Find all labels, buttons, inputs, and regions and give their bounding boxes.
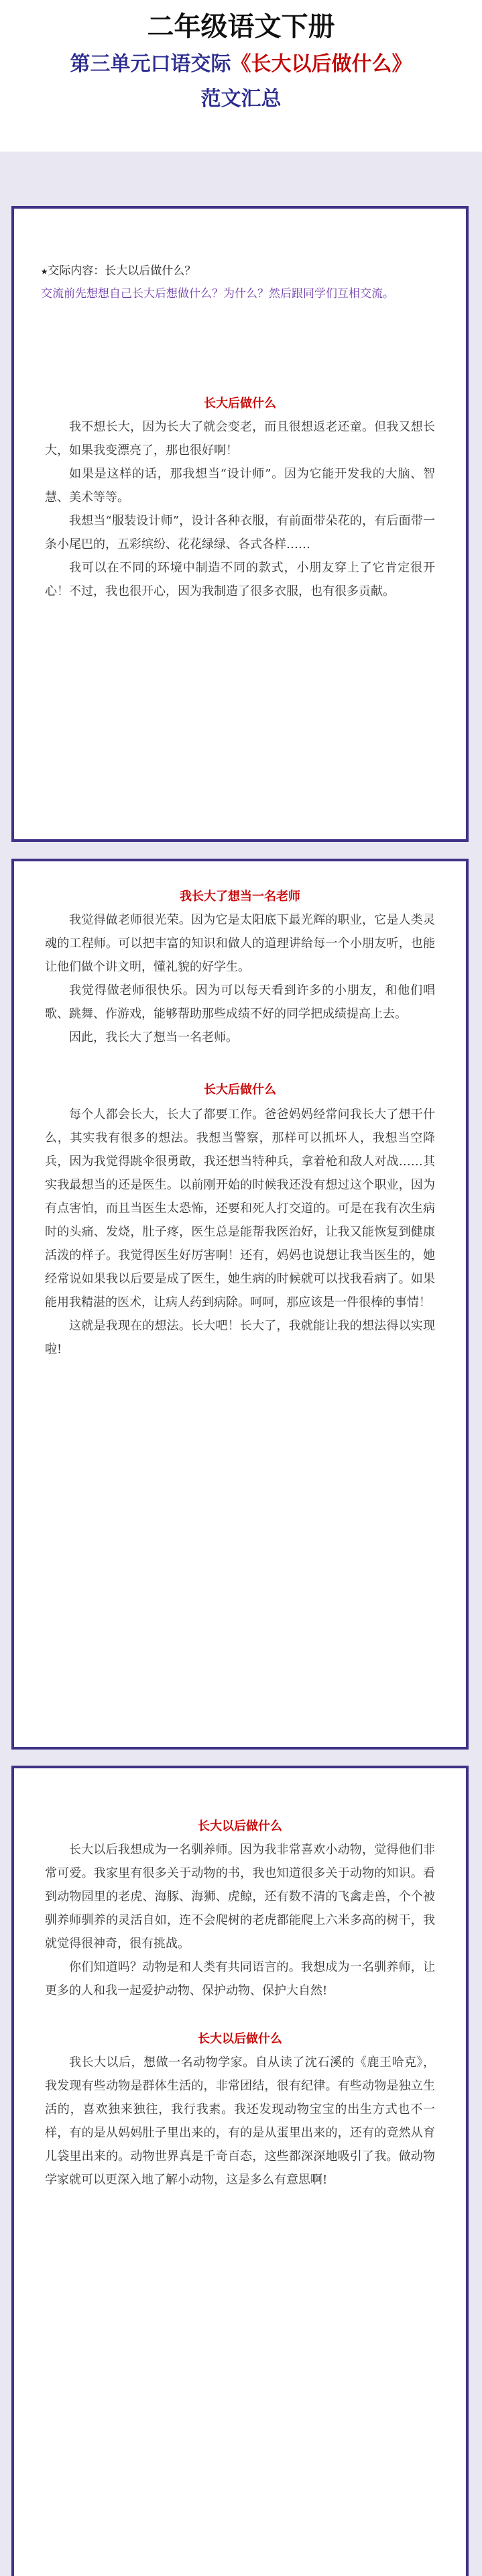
essay-paragraph: 长大以后我想成为一名驯养师。因为我非常喜欢小动物，觉得他们非常可爱。我家里有很多关于动物的书，我也知道很多关于动物的知识。看到动物园里的老虎、海豚、海狮、虎鲸，还有数不清的飞禽走兽，个个被驯养师驯养的灵活自如，连不会爬树的老虎都能爬上六米多高的树干，我就觉得很神奇，很有挑战。	[45, 1843, 435, 1951]
essay-section	[14, 1049, 466, 1361]
intro-topic: ★交际内容：长大以后做什么？	[41, 264, 196, 278]
essay-card-3	[11, 1766, 469, 2576]
essay-section	[14, 1768, 466, 2002]
intro-block	[14, 209, 466, 305]
essay-paragraph: 我觉得做老师很光荣。因为它是太阳底下最光辉的职业，它是人类灵魂的工程师。可以把丰富的知识和做人的道理讲给每一个小朋友听，也能让他们做个讲文明，懂礼貌的好学生。	[45, 913, 435, 974]
essay-card-1	[11, 206, 469, 842]
page-subtitle-line2: 范文汇总	[200, 87, 282, 111]
page-header	[0, 0, 482, 152]
essay-section	[14, 861, 466, 1049]
page-subtitle	[0, 47, 482, 82]
essay-title: 长大后做什么	[204, 396, 276, 411]
essay-paragraph: 你们知道吗？动物是和人类有共同语言的。我想成为一名驯养师，让更多的人和我一起爱护动物、保护动物、保护大自然!	[45, 1960, 435, 1998]
essay-title: 我长大了想当一名老师	[180, 890, 300, 904]
essay-paragraph: 我不想长大，因为长大了就会变老，而且很想返老还童。但我又想长大，如果我变漂亮了，那也很好啊！	[45, 420, 435, 458]
essay-paragraph: 我想当“服装设计师”，设计各种衣服，有前面带朵花的，有后面带一条小尾巴的，五彩缤纷、花花绿绿、各式各样……	[45, 514, 435, 551]
essay-title: 长大以后做什么	[198, 1819, 282, 1833]
essay-card-2	[11, 859, 469, 1750]
essay-section	[14, 305, 466, 603]
essay-paragraph: 因此，我长大了想当一名老师。	[69, 1030, 238, 1044]
essay-paragraph: 这就是我现在的想法。长大吧！长大了，我就能让我的想法得以实现啦!	[45, 1319, 435, 1356]
intro-instruction: 交流前先想想自己长大后想做什么？为什么？然后跟同学们互相交流。	[41, 287, 394, 301]
essay-section	[14, 2002, 466, 2192]
essay-title: 长大以后做什么	[198, 2032, 282, 2046]
essay-paragraph: 如果是这样的话，那我想当“设计师”。因为它能开发我的大脑、智慧、美术等等。	[45, 467, 435, 504]
essay-paragraph: 我觉得做老师很快乐。因为可以每天看到许多的小朋友，和他们唱歌、跳舞、作游戏，能够帮助那些成绩不好的同学把成绩提高上去。	[45, 983, 435, 1021]
essay-title: 长大后做什么	[204, 1083, 276, 1097]
essay-paragraph: 我可以在不同的环境中制造不同的款式，小朋友穿上了它肯定很开心！不过，我也很开心，因为我制造了很多衣服，也有很多贡献。	[45, 561, 435, 598]
essay-paragraph: 每个人都会长大，长大了都要工作。爸爸妈妈经常问我长大了想干什么，其实我有很多的想法。我想当警察，那样可以抓坏人，我想当空降兵，因为我觉得跳伞很勇敢，我还想当特种兵，拿着枪和敌人对战……其实我最想当的还是医生。以前刚开始的时候我还没有想过这个职业，因为有点害怕，而且当医生太恐怖，还要和死人打交道的。可是在我有次生病时的头痛、发烧，肚子疼，医生总是能帮我医治好，让我又能恢复到健康活泼的样子。我觉得医生好厉害啊！还有，妈妈也说想让我当医生的，她经常说如果我以后要是成了医生，她生病的时候就可以找我看病了。如果能用我精湛的医术，让病人药到病除。呵呵，那应该是一件很棒的事情！	[45, 1108, 435, 1309]
subtitle-highlight: 《长大以后做什么》	[231, 52, 412, 76]
essay-paragraph: 我长大以后，想做一名动物学家。自从读了沈石溪的《鹿王哈克》，我发现有些动物是群体生活的，非常团结，很有纪律。有些动物是独立生活的，喜欢独来独往，我行我素。我还发现动物宝宝的出生方式也不一样，有的是从妈妈肚子里出来的，有的是从蛋里出来的，还有的竟然从育儿袋里出来的。动物世界真是千奇百态，这些都深深地吸引了我。做动物学家就可以更深入地了解小动物，这是多么有意思啊!	[45, 2055, 435, 2187]
subtitle-prefix: 第三单元口语交际	[70, 52, 231, 76]
page-title: 二年级语文下册	[147, 11, 335, 42]
